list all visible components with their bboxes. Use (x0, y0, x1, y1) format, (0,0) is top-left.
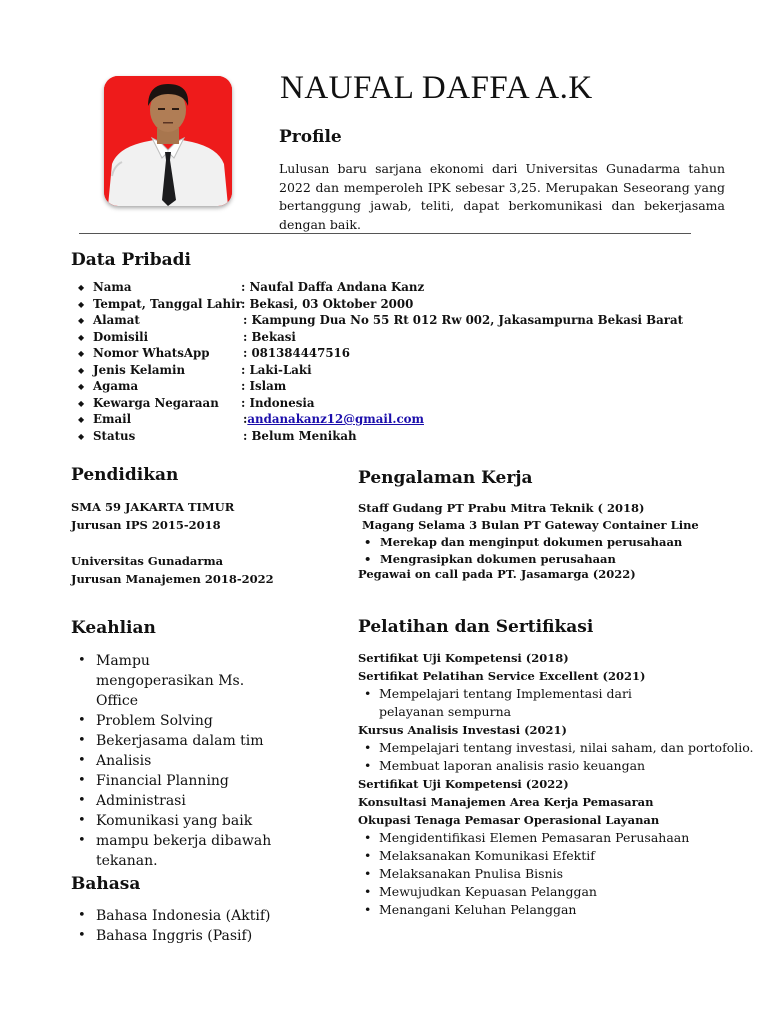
pendidikan-heading: Pendidikan (71, 465, 179, 485)
university-major: Jurusan Manajemen 2018-2022 (71, 572, 274, 586)
profile-photo (104, 76, 232, 206)
certification-list (358, 649, 759, 919)
list-item: • Financial Planning (74, 771, 296, 791)
list-item: • Mengrasipkan dokumen perusahaan (358, 551, 682, 568)
certificate-title: Konsultasi Manajemen Area Kerja Pemasaran (358, 795, 654, 809)
pelatihan-heading: Pelatihan dan Sertifikasi (358, 617, 594, 637)
list-item: • Mewujudkan Kepuasan Pelanggan (358, 883, 759, 901)
school-name: SMA 59 JAKARTA TIMUR (71, 500, 235, 514)
list-item: • Bahasa Inggris (Pasif) (74, 926, 296, 946)
header-divider (79, 233, 691, 234)
list-item: • Bahasa Indonesia (Aktif) (74, 906, 296, 926)
certificate-title: Okupasi Tenaga Pemasar Operasional Layanan (358, 813, 660, 827)
list-item: • Komunikasi yang baik (74, 811, 296, 831)
school-major: Jurusan IPS 2015-2018 (71, 518, 221, 532)
list-item: • Problem Solving (74, 711, 296, 731)
job-title: Staff Gudang PT Prabu Mitra Teknik ( 2018) (358, 501, 645, 515)
profile-heading: Profile (279, 127, 342, 147)
list-item: • Mempelajari tentang Implementasi dari pelayanan sempurna (358, 685, 699, 721)
list-item: • Melaksanakan Komunikasi Efektif (358, 847, 759, 865)
pengalaman-heading: Pengalaman Kerja (358, 468, 533, 488)
certificate-title: Sertifikat Uji Kompetensi (2018) (358, 651, 569, 665)
certificate-title: Sertifikat Pelatihan Service Excellent (2021) (358, 669, 646, 683)
list-item: • Mampu mengoperasikan Ms. Office (74, 651, 272, 711)
list-item: • Bekerjasama dalam tim (74, 731, 296, 751)
list-item: • Melaksanakan Pnulisa Bisnis (358, 865, 759, 883)
email-link[interactable]: andanakanz12@gmail.com (247, 412, 424, 426)
data-pribadi-heading: Data Pribadi (71, 250, 191, 270)
language-list (74, 906, 296, 946)
job-title: Magang Selama 3 Bulan PT Gateway Container Line (362, 518, 699, 532)
list-item: • Mengidentifikasi Elemen Pemasaran Perusahaan (358, 829, 759, 847)
list-item: • Analisis (74, 751, 296, 771)
certificate-title: Sertifikat Uji Kompetensi (2022) (358, 777, 569, 791)
bahasa-heading: Bahasa (71, 874, 141, 894)
resume-name: NAUFAL DAFFA A.K (280, 70, 593, 106)
list-item: • Merekap dan menginput dokumen perusahaan (358, 534, 682, 551)
list-item: • Menangani Keluhan Pelanggan (358, 901, 759, 919)
job-title: Pegawai on call pada PT. Jasamarga (2022) (358, 567, 636, 581)
list-item: • Membuat laporan analisis rasio keuangan (358, 757, 759, 775)
keahlian-heading: Keahlian (71, 618, 156, 638)
list-item: • Mempelajari tentang investasi, nilai saham, dan portofolio. (358, 739, 759, 757)
certificate-title: Kursus Analisis Investasi (2021) (358, 723, 567, 737)
university-name: Universitas Gunadarma (71, 554, 224, 568)
list-item: • Administrasi (74, 791, 296, 811)
job-duties (358, 534, 682, 568)
profile-summary: Lulusan baru sarjana ekonomi dari Universitas Gunadarma tahun 2022 dan memperoleh IPK sebesar 3,25. Merupakan Seseorang yang bertanggung jawab, teliti, dapat berkomunikasi dan bekerjasama dengan baik. (279, 161, 725, 232)
skills-list (74, 651, 296, 871)
list-item: • mampu bekerja dibawah tekanan. (74, 831, 272, 871)
